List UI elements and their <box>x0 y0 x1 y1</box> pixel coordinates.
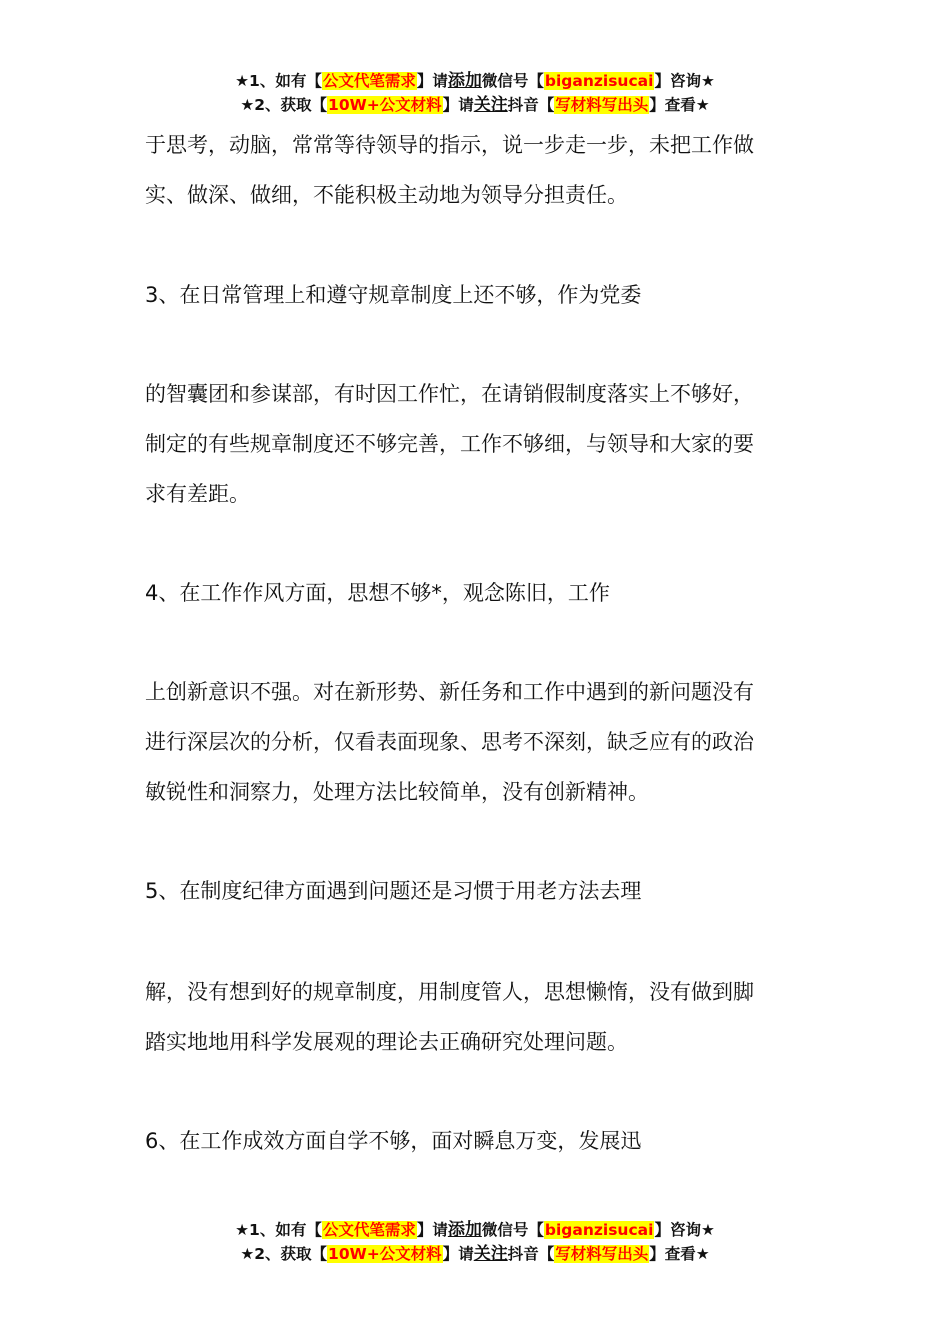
paragraph: 上创新意识不强。对在新形势、新任务和工作中遇到的新问题没有 进行深层次的分析，仅看表面现象、思考不深刻，缺乏应有的政治 敏锐性和洞察力，处理方法比较简单，没有创新精神。 <box>145 680 754 804</box>
highlight-wechat-id: biganzisucai <box>544 1221 654 1239</box>
banner-line-1: ★1、如有【公文代笔需求】请添加微信号【biganzisucai】咨询★ <box>235 71 715 91</box>
paragraph: 3、在日常管理上和遵守规章制度上还不够，作为党委 <box>145 283 642 307</box>
highlight-douyin-id: 写材料写出头 <box>555 96 649 114</box>
highlight-douyin-id: 写材料写出头 <box>555 1245 649 1263</box>
highlight-materials: 10W+公文材料 <box>328 1245 442 1263</box>
highlight-service: 公文代笔需求 <box>322 72 416 90</box>
paragraph: 6、在工作成效方面自学不够，面对瞬息万变，发展迅 <box>145 1129 642 1153</box>
paragraph: 于思考，动脑，常常等待领导的指示，说一步走一步，未把工作做 实、做深、做细，不能积极主动地为领导分担责任。 <box>145 133 754 207</box>
paragraph: 的智囊团和参谋部，有时因工作忙，在请销假制度落实上不够好， 制定的有些规章制度还不够完善，工作不够细，与领导和大家的要 求有差距。 <box>145 382 754 506</box>
paragraph: 5、在制度纪律方面遇到问题还是习惯于用老方法去理 <box>145 879 642 903</box>
highlight-materials: 10W+公文材料 <box>328 96 442 114</box>
header-banner <box>0 69 950 117</box>
highlight-service: 公文代笔需求 <box>322 1221 416 1239</box>
paragraph: 4、在工作作风方面，思想不够*，观念陈旧，工作 <box>145 581 610 605</box>
banner-line-1: ★1、如有【公文代笔需求】请添加微信号【biganzisucai】咨询★ <box>235 1220 715 1240</box>
paragraph: 解，没有想到好的规章制度，用制度管人，思想懒惰，没有做到脚 踏实地地用科学发展观的理论去正确研究处理问题。 <box>145 980 754 1054</box>
banner-line-2: ★2、获取【10W+公文材料】请关注抖音【写材料写出头】查看★ <box>240 95 710 115</box>
footer-banner <box>0 1218 950 1266</box>
banner-line-2: ★2、获取【10W+公文材料】请关注抖音【写材料写出头】查看★ <box>240 1244 710 1264</box>
highlight-wechat-id: biganzisucai <box>544 72 654 90</box>
